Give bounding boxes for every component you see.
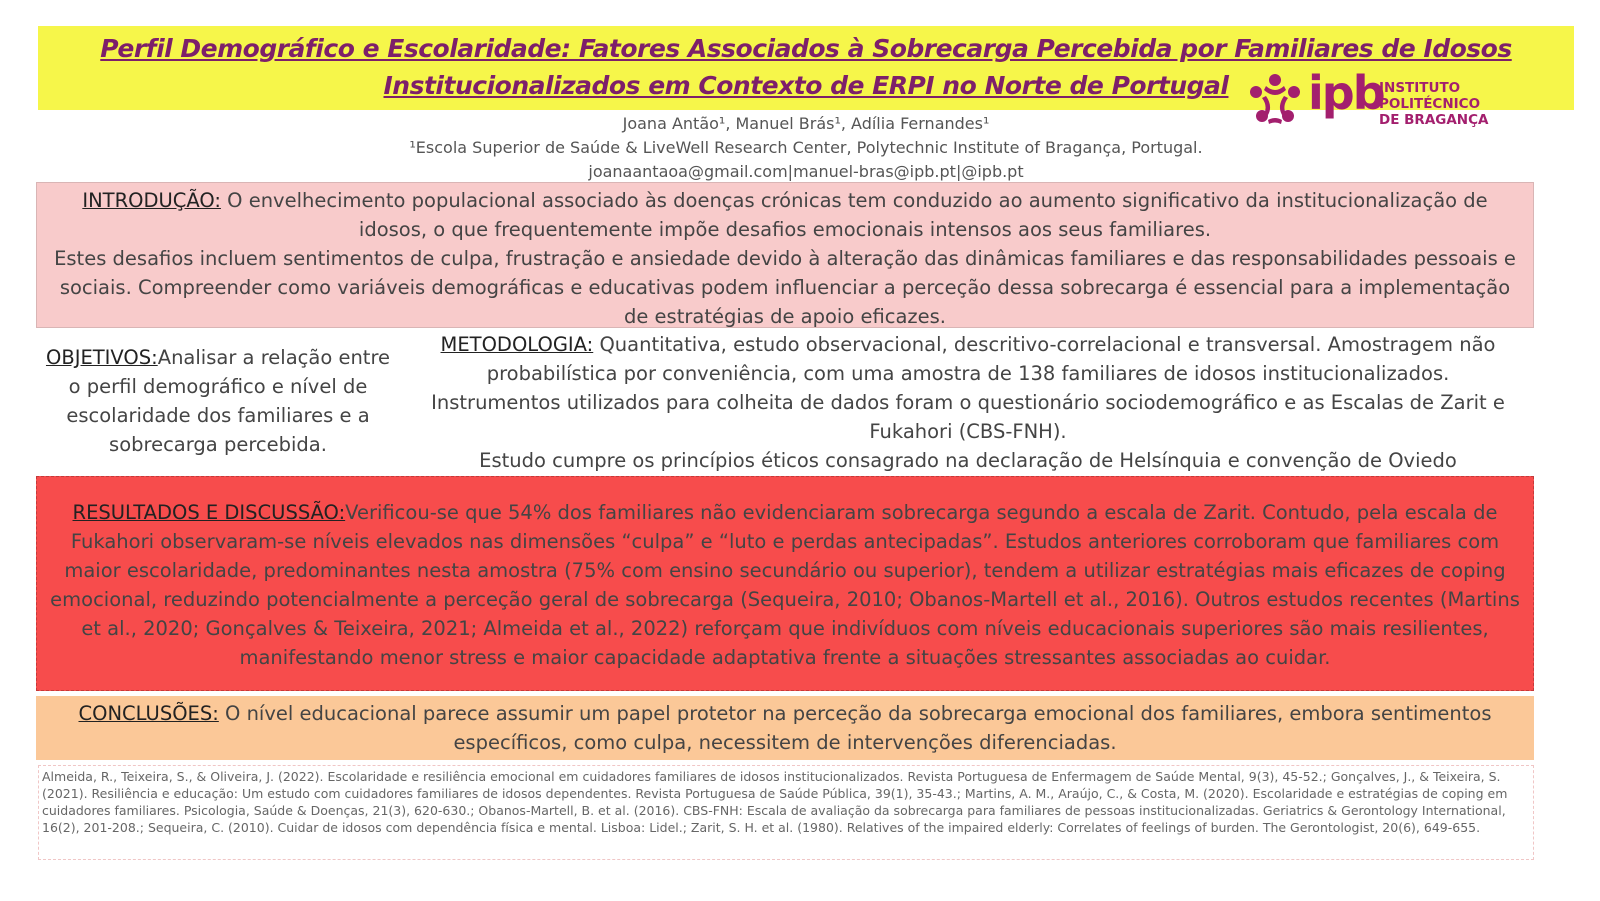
author-emails: joanaantaoa@gmail.com|manuel-bras@ipb.pt|@ipb.pt [588,162,1024,181]
references-section [38,765,1534,860]
conclusoes-section [36,696,1534,760]
metodologia-heading: METODOLOGIA: [440,333,594,356]
author-affiliation: ¹Escola Superior de Saúde & LiveWell Research Center, Polytechnic Institute of Bragança, Portugal. [409,138,1203,157]
logo-ipb-mark: ipb [1308,66,1384,120]
conclusoes-text: O nível educacional parece assumir um papel protetor na perceção da sobrecarga emocional dos familiares, embora sentimentos específicos, como culpa, necessitem de intervenções diferenciadas. [218,702,1492,754]
objetivos-text: Analisar a relação entre o perfil demográfico e nível de escolaridade dos familiares e a sobrecarga percebida. [66,346,391,456]
metodologia-text-2: Instrumentos utilizados para colheita de dados foram o questionário sociodemográfico e as Escalas de Zarit e Fukahori (CBS-FNH). [431,391,1505,443]
authors-block [38,112,1574,184]
resultados-text: Verificou-se que 54% dos familiares não evidenciaram sobrecarga segundo a escala de Zarit. Contudo, pela escala de Fukahori observaram-se níveis elevados nas dimensões “culpa” e “luto e perdas antecipadas”. Estudos anteriores corroboram que familiares com maior escolaridade, predominantes nesta amostra (75% com ensino secundário ou superior), tendem a utilizar estratégias mais eficazes de coping emocional, reduzindo potencialmente a perceção geral de sobrecarga (Sequeira, 2010; Obanos-Martell et al., 2016). Outros estudos recentes (Martins et al., 2020; Gonçalves & Teixeira, 2021; Almeida et al., 2022) reforçam que indivíduos com níveis educacionais superiores são mais resilientes, manifestando menor stress e maior capacidade adaptativa frente a situações stressantes associadas ao cuidar. [50,501,1520,669]
objetivos-paragraph [38,343,398,459]
objetivos-heading: OBJETIVOS: [45,346,158,369]
introducao-section [36,182,1534,328]
conclusoes-heading: CONCLUSÕES: [78,702,219,725]
introducao-text-2: Estes desafios incluem sentimentos de culpa, frustração e ansiedade devido à alteração das dinâmicas familiares e das responsabilidades pessoais e sociais. Compreender como variáveis demográficas e educativas podem influenciar a perceção dessa sobrecarga é essencial para a implementação de estratégias de apoio eficazes. [54,247,1516,328]
objetivos-section [38,343,398,463]
resultados-paragraph [41,498,1529,672]
metodologia-text-3: Estudo cumpre os princípios éticos consagrado na declaração de Helsínquia e convenção de Oviedo [479,449,1457,472]
introducao-heading: INTRODUÇÃO: [82,189,221,212]
author-names: Joana Antão¹, Manuel Brás¹, Adília Fernandes¹ [622,114,990,133]
resultados-section [36,476,1534,691]
conclusoes-paragraph [46,699,1524,757]
references-text: Almeida, R., Teixeira, S., & Oliveira, J. (2022). Escolaridade e resiliência emocional em cuidadores familiares de idosos institucionalizados. Revista Portuguesa de Enfermagem de Saúde Mental, 9(3), 45-52.; Gonçalves, J., & Teixeira, S. (2021). Resiliência e educação: Um estudo com cuidadores familiares de idosos dependentes. Revista Portuguesa de Saúde Pública, 39(1), 35-43.; Martins, A. M., Araújo, C., & Costa, M. (2020). Escolaridade e estratégias de coping em cuidadores familiares. Psicologia, Saúde & Doenças, 21(3), 620-630.; Obanos-Martell, B. et al. (2016). CBS-FNH: Escala de avaliação da sobrecarga para familiares de pessoas institucionalizadas. Geriatrics & Gerontology International, 16(2), 201-208.; Sequeira, C. (2010). Cuidar de idosos com dependência física e mental. Lisboa: Lidel.; Zarit, S. H. et al. (1980). Relatives of the impaired elderly: Correlates of feelings of burden. The Gerontologist, 20(6), 649-655. [42,769,1508,835]
poster-title: Perfil Demográfico e Escolaridade: Fatores Associados à Sobrecarga Percebida por Familiares de Idosos Institucionalizados em Contexto de ERPI no Norte de Portugal [100,34,1512,100]
logo-line-1: INSTITUTO POLITÉCNICO [1379,80,1481,112]
introducao-paragraph-1 [47,186,1523,244]
logo-line-2: DE BRAGANÇA [1379,112,1489,128]
introducao-text-1: O envelhecimento populacional associado às doenças crónicas tem conduzido ao aumento significativo da institucionalização de idosos, o que frequentemente impõe desafios emocionais intensos aos seus familiares. [220,189,1488,241]
metodologia-paragraph-1 [418,330,1518,388]
metodologia-section [418,330,1518,475]
resultados-heading: RESULTADOS E DISCUSSÃO: [72,501,346,524]
metodologia-text-1: Quantitativa, estudo observacional, descritivo-correlacional e transversal. Amostragem não probabilística por conveniência, com uma amostra de 138 familiares de idosos institucionalizados. [486,333,1496,385]
